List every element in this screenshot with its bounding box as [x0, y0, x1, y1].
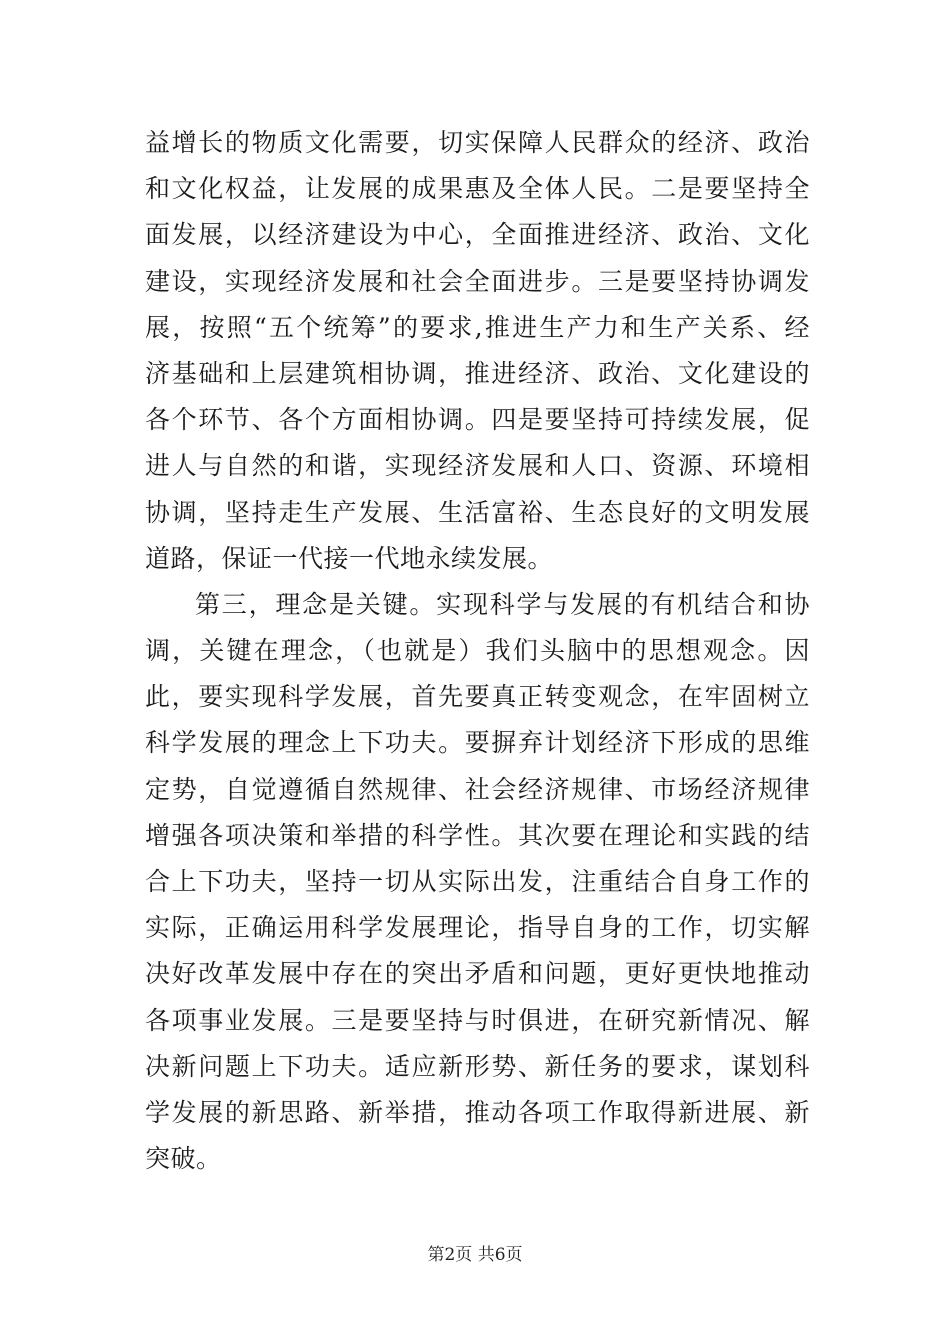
text-line: 各个环节、各个方面相协调。四是要坚持可持续发展，促: [145, 405, 810, 435]
text-line: 道路，保证一代接一代地永续发展。: [145, 543, 554, 573]
text-line: 面发展，以经济建设为中心，全面推进经济、政治、文化: [145, 220, 810, 250]
text-line: 建设，实现经济发展和社会全面进步。三是要坚持协调发: [145, 266, 810, 296]
text-line: 益增长的物质文化需要，切实保障人民群众的经济、政治: [145, 128, 810, 157]
page-footer: [0, 1240, 950, 1265]
text-line: 此，要实现科学发展，首先要真正转变观念，在牢固树立: [145, 682, 810, 712]
text-line: 定势，自觉遵循自然规律、社会经济规律、市场经济规律: [145, 774, 810, 804]
text-line: 决好改革发展中存在的突出矛盾和问题，更好更快地推动: [145, 959, 810, 989]
text-line: 调，关键在理念，（也就是）我们头脑中的思想观念。因: [145, 636, 810, 666]
text-line: 增强各项决策和举措的科学性。其次要在理论和实践的结: [145, 820, 810, 850]
text-line: 各项事业发展。三是要坚持与时俱进，在研究新情况、解: [145, 1005, 810, 1035]
page-number-label: 第2页 共6页: [427, 1245, 523, 1265]
text-line: 合上下功夫，坚持一切从实际出发，注重结合自身工作的: [145, 867, 810, 896]
text-line: 决新问题上下功夫。适应新形势、新任务的要求，谋划科: [145, 1051, 810, 1081]
text-line: 科学发展的理念上下功夫。要摒弃计划经济下形成的思维: [145, 728, 810, 758]
text-line: 实际，正确运用科学发展理论，指导自身的工作，切实解: [145, 913, 810, 943]
text-line: 进人与自然的和谐，实现经济发展和人口、资源、环境相: [145, 451, 810, 481]
document-body: [145, 120, 810, 1182]
text-line: 协调，坚持走生产发展、生活富裕、生态良好的文明发展: [145, 497, 810, 527]
text-line: 突破。: [145, 1144, 222, 1174]
text-line: 济基础和上层建筑相协调，推进经济、政治、文化建设的: [145, 358, 810, 388]
text-line: 学发展的新思路、新举措，推动各项工作取得新进展、新: [145, 1097, 810, 1127]
text-line: 和文化权益，让发展的成果惠及全体人民。二是要坚持全: [145, 174, 810, 204]
text-line: 展，按照“五个统筹”的要求,推进生产力和生产关系、经: [145, 312, 810, 342]
paragraph-start-line: 第三，理念是关键。实现科学与发展的有机结合和协: [195, 589, 810, 619]
